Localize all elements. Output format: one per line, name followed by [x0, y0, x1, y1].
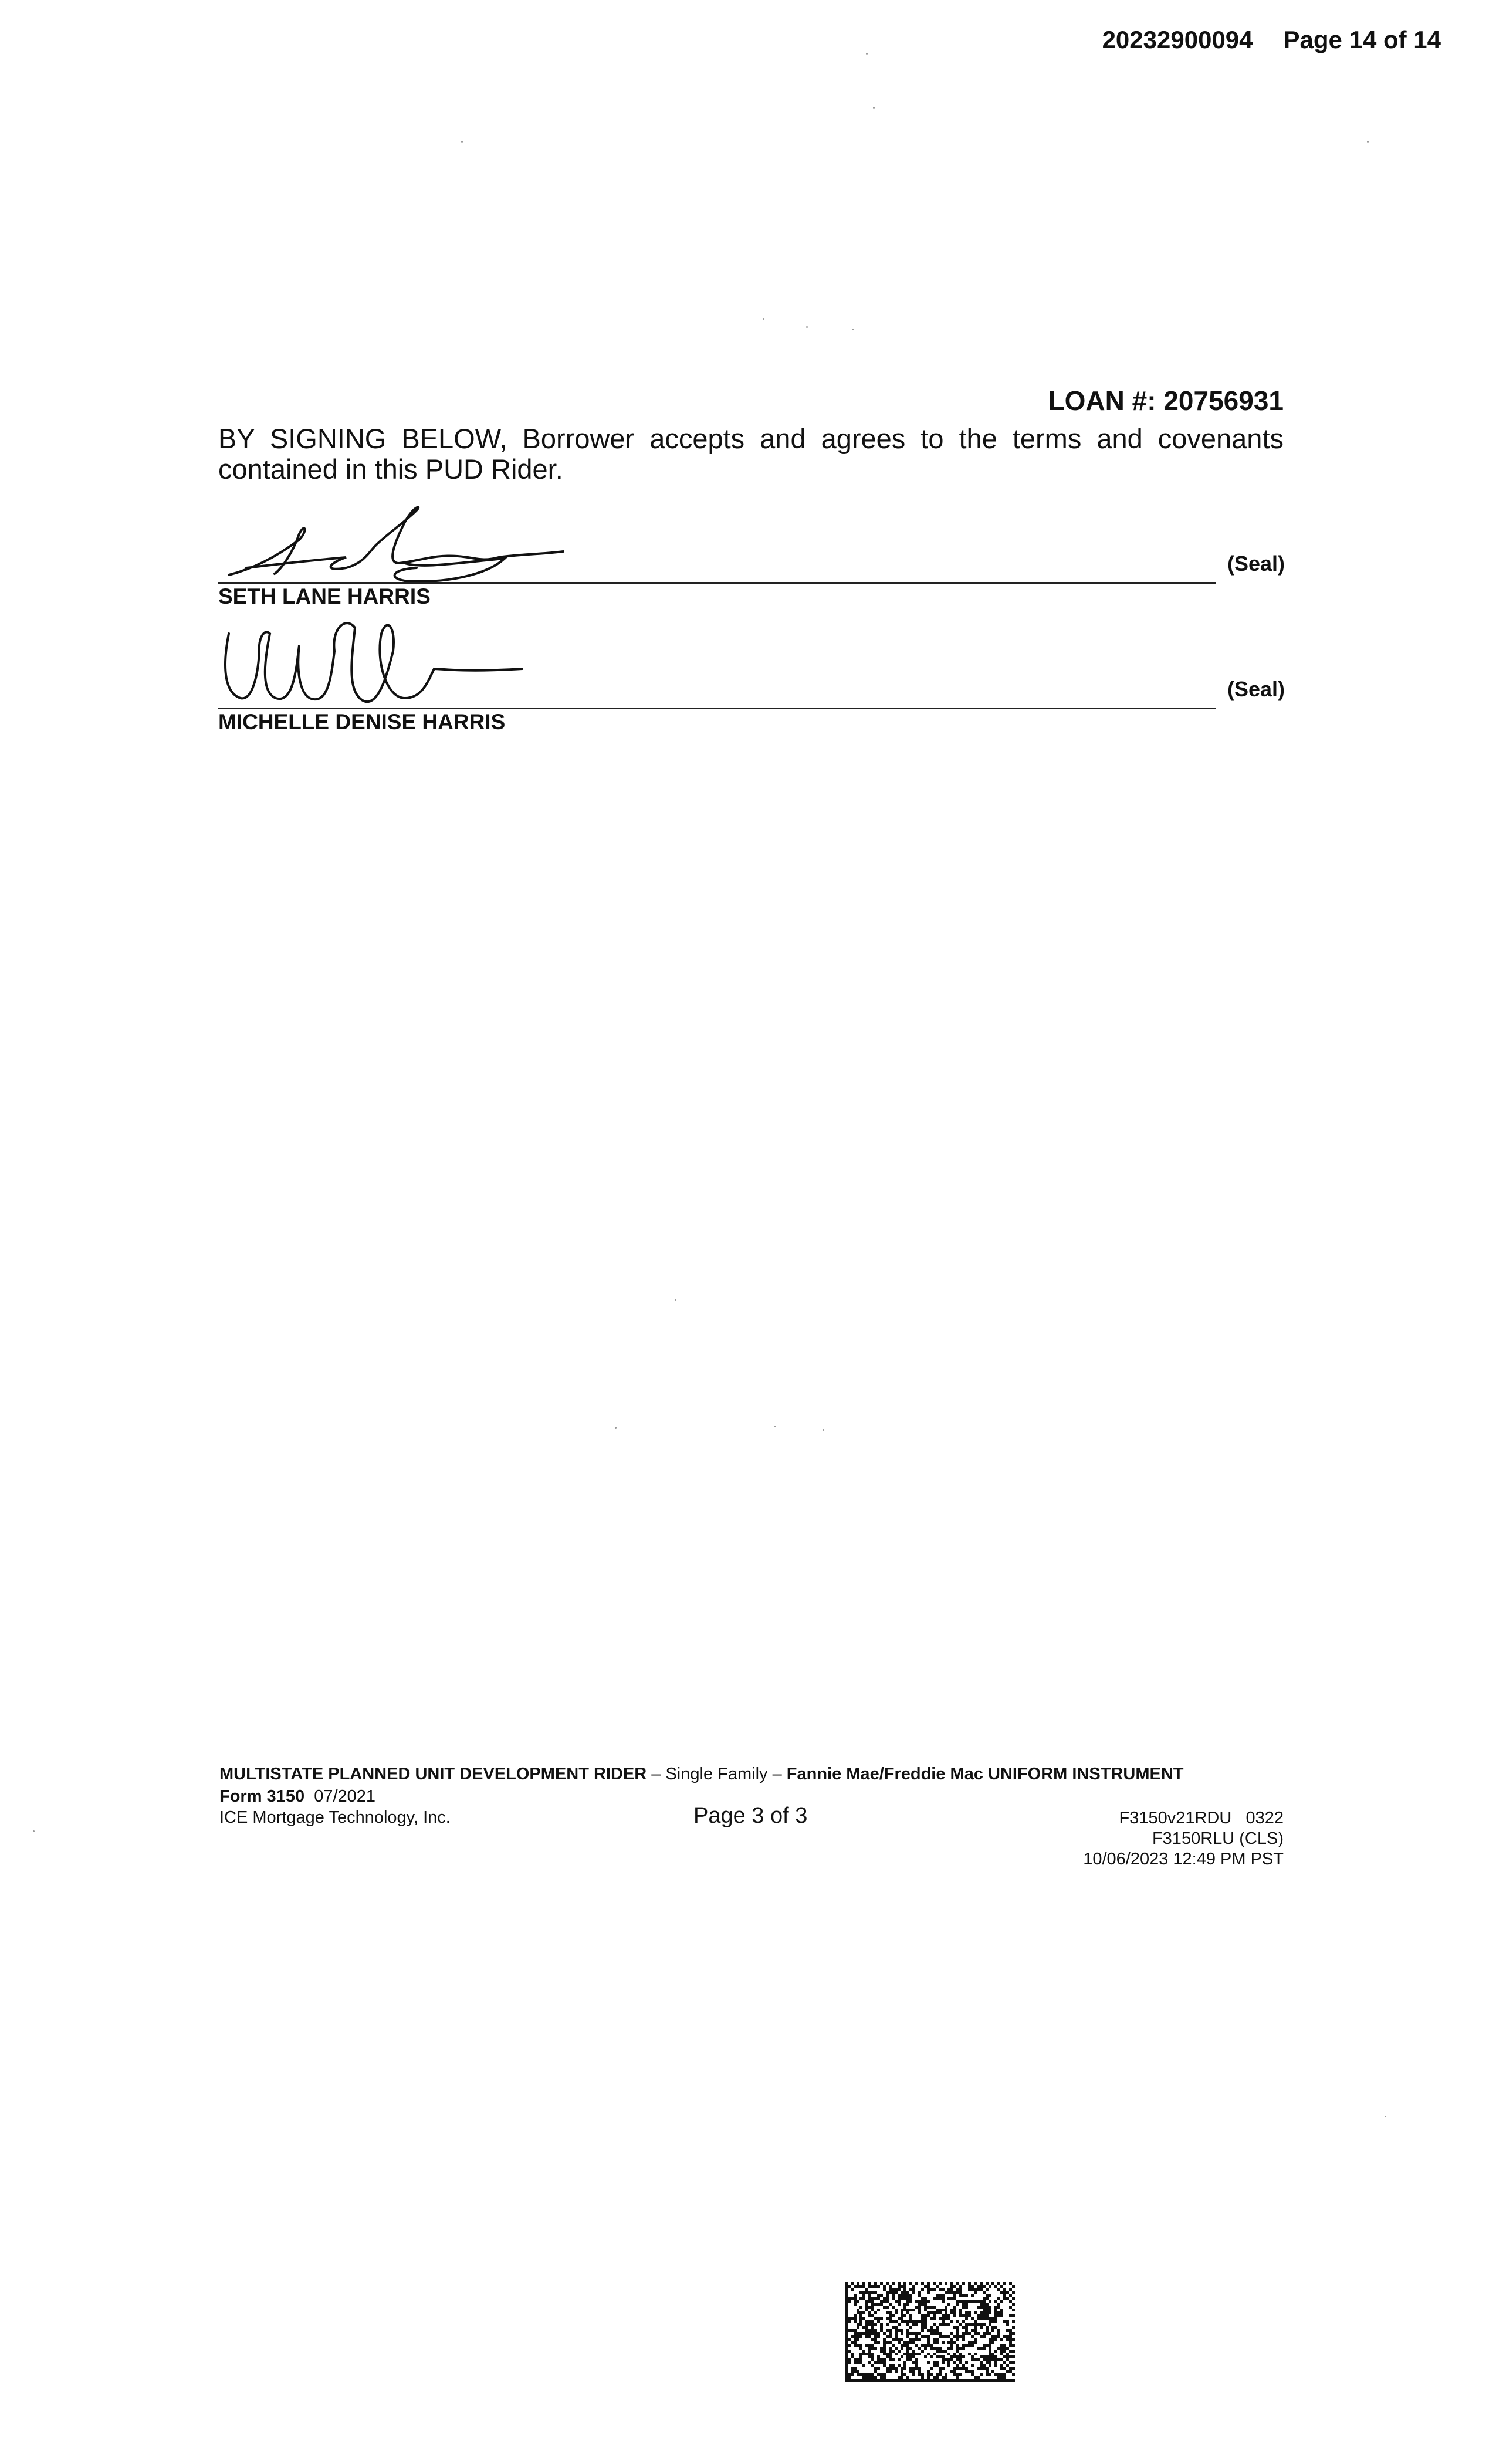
- footer-form-line: [219, 1787, 375, 1806]
- document-number: 20232900094: [1102, 26, 1253, 53]
- recording-page-number: Page 14 of 14: [1283, 26, 1441, 53]
- scan-speck: [774, 1426, 776, 1427]
- scan-speck: [823, 1429, 824, 1431]
- footer-codes: [1083, 1808, 1284, 1870]
- footer-form-title: [219, 1765, 1284, 1784]
- footer-form-number: Form 3150: [219, 1787, 305, 1806]
- footer-company: ICE Mortgage Technology, Inc.: [219, 1808, 451, 1827]
- scan-speck: [1367, 141, 1369, 143]
- signature-line-1: [218, 582, 1216, 584]
- scan-speck: [675, 1299, 676, 1301]
- footer-page-number: Page 3 of 3: [693, 1803, 808, 1828]
- scan-speck: [873, 107, 875, 109]
- footer-timestamp: 10/06/2023 12:49 PM PST: [1083, 1850, 1284, 1869]
- footer-form-date: 07/2021: [314, 1787, 376, 1806]
- datamatrix-barcode-icon: [845, 2282, 1015, 2382]
- signer-name-2: MICHELLE DENISE HARRIS: [218, 710, 506, 734]
- agreement-text: BY SIGNING BELOW, Borrower accepts and agrees to the terms and covenants contained in this PUD Rider.: [218, 423, 1284, 485]
- footer-code-1: F3150v21RDU 0322: [1119, 1809, 1284, 1827]
- scan-speck: [615, 1427, 617, 1429]
- scan-speck: [763, 318, 764, 320]
- seal-label-2: (Seal): [1227, 677, 1285, 701]
- scan-speck: [33, 1830, 35, 1832]
- footer-title-bold2: Fannie Mae/Freddie Mac UNIFORM INSTRUMENT: [786, 1765, 1184, 1783]
- loan-number: LOAN #: 20756931: [1048, 385, 1284, 416]
- scan-speck: [852, 329, 854, 330]
- scan-speck: [806, 326, 808, 328]
- scan-speck: [1385, 2116, 1386, 2117]
- scan-speck: [461, 141, 463, 143]
- scan-speck: [866, 53, 868, 55]
- recording-header: [1102, 26, 1441, 54]
- signer-name-1: SETH LANE HARRIS: [218, 584, 431, 608]
- footer-title-bold: MULTISTATE PLANNED UNIT DEVELOPMENT RIDER: [219, 1765, 647, 1783]
- footer-title-normal: – Single Family –: [647, 1765, 787, 1783]
- footer-code-2: F3150RLU (CLS): [1152, 1829, 1284, 1848]
- seal-label-1: (Seal): [1227, 551, 1285, 576]
- signature-line-2: [218, 708, 1216, 709]
- signature-michelle-harris: [217, 604, 546, 722]
